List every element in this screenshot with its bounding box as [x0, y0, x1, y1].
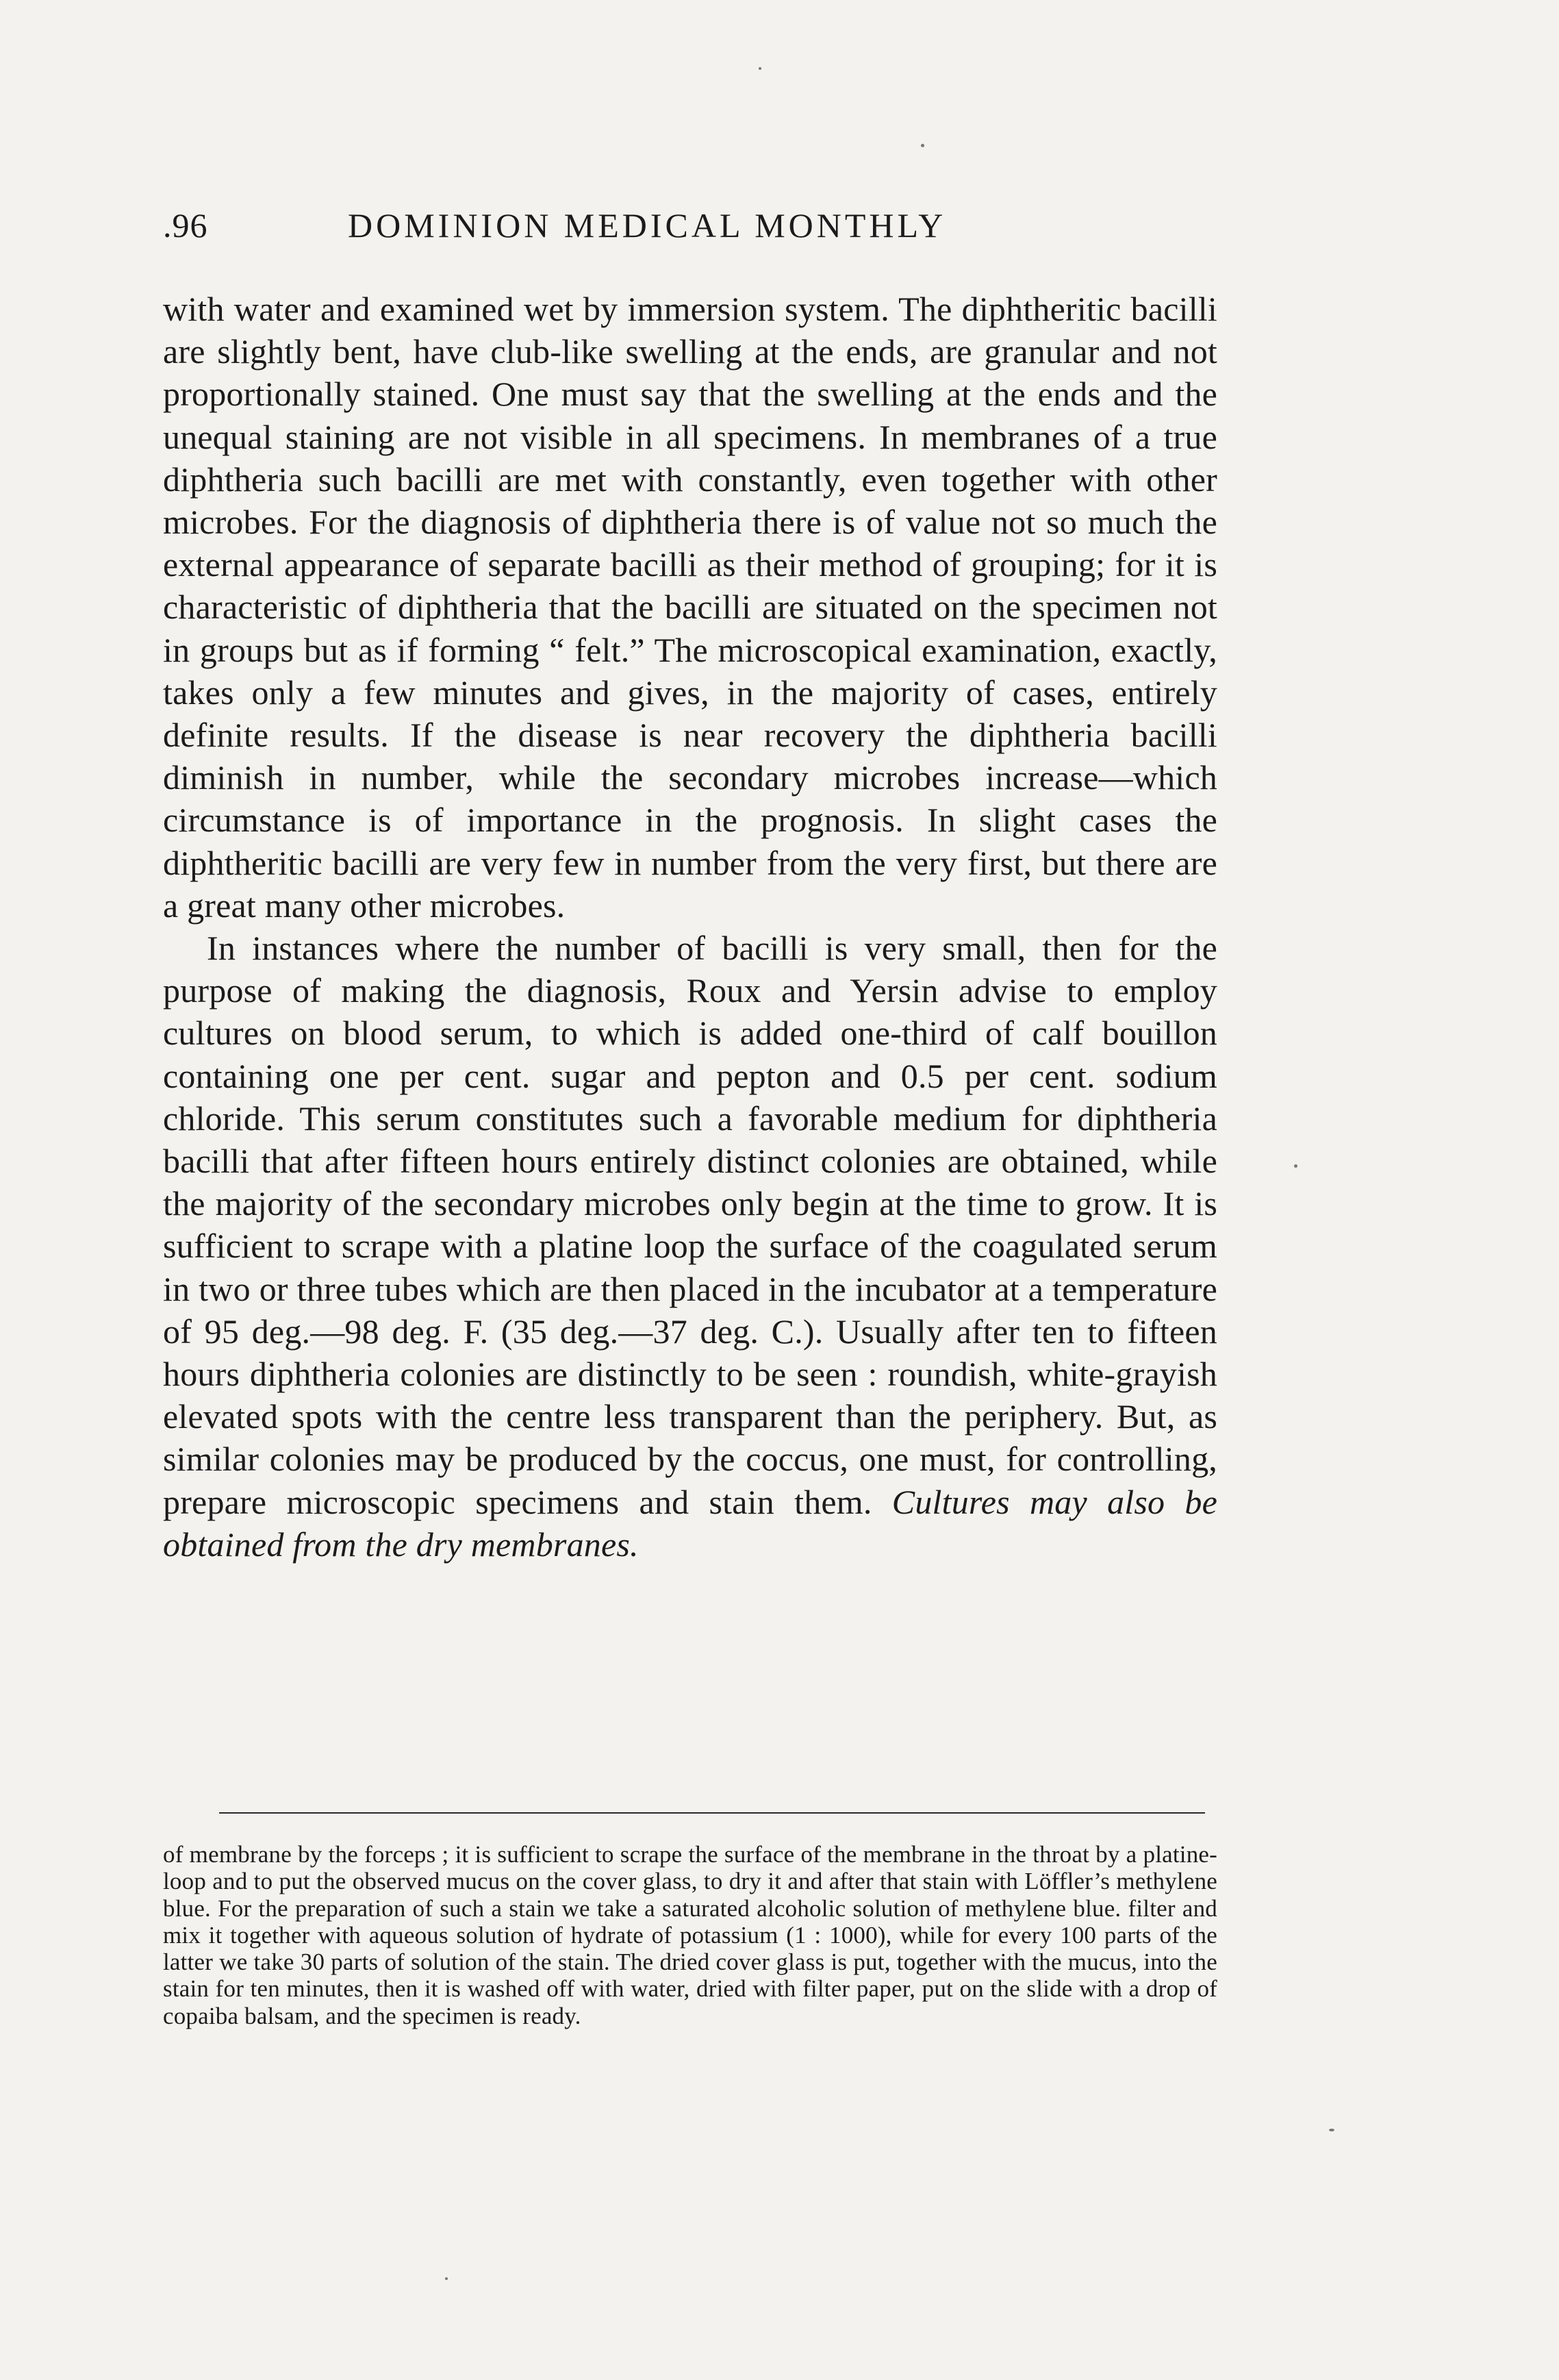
paper-speck	[445, 2277, 448, 2280]
paragraph-1: with water and examined wet by immersion system. The diphtheritic bacilli are slightly bent, have club-like swelling at the ends, are granular and not proportionally stained. One must say that the swelling at the ends and the unequal staining are not visible in all specimens. In membranes of a true diphtheria such bacilli are met with constantly, even together with other microbes. For the diagnosis of diphtheria there is of value not so much the external appearance of separate bacilli as their method of grouping; for it is characteristic of diphtheria that the bacilli are situated on the specimen not in groups but as if forming “ felt.” The microscopical examination, exactly, takes only a few minutes and gives, in the majority of cases, entirely definite results. If the disease is near recovery the diphtheria bacilli diminish in number, while the secondary microbes increase—which circumstance is of importance in the prognosis. In slight cases the diphtheritic bacilli are very few in number from the very first, but there are a great many other microbes.	[163, 290, 1217, 925]
paper-speck	[759, 67, 761, 70]
page-number: .96	[163, 206, 208, 245]
footnote: of membrane by the forceps ; it is sufficient to scrape the surface of the membrane in the throat by a platine-loop and to put the observed mucus on the cover glass, to dry it and after that stain with Löffler’s methylene blue. For the preparation of such a stain we take a saturated alcoholic solution of methylene blue. filter and mix it together with aqueous solution of hydrate of potassium (1 : 1000), while for every 100 parts of the latter we take 30 parts of solution of the stain. The dried cover glass is put, together with the mucus, into the stain for ten minutes, then it is washed off with water, dried with filter paper, put on the slide with a drop of copaiba balsam, and the specimen is ready.	[163, 1841, 1217, 2029]
paragraph-2	[163, 927, 1217, 1566]
paper-speck	[921, 144, 924, 147]
paper-speck	[1329, 2129, 1334, 2131]
body-text	[163, 288, 1217, 1566]
paper-speck	[1294, 1164, 1297, 1168]
footnote-separator-rule	[219, 1812, 1205, 1814]
page-header	[163, 205, 1217, 260]
paragraph-2-text: In instances where the number of bacilli is very small, then for the purpose of making the diagnosis, Roux and Yersin advise to employ cultures on blood serum, to which is added one-third of calf bouillon containing one per cent. sugar and pepton and 0.5 per cent. sodium chloride. This serum constitutes such a favorable medium for diphtheria bacilli that after fifteen hours entirely distinct colonies are obtained, while the majority of the secondary microbes only begin at the time to grow. It is sufficient to scrape with a platine loop the surface of the coagulated serum in two or three tubes which are then placed in the incubator at a temperature of 95 deg.—98 deg. F. (35 deg.—37 deg. C.). Usually after ten to fifteen hours diphtheria colonies are distinctly to be seen : roundish, white-grayish elevated spots with the centre less transparent than the periphery. But, as similar colonies may be produced by the coccus, one must, for controlling, prepare microscopic specimens and stain them.	[163, 929, 1217, 1521]
paragraph-2-italic-sentence: Cultures may also be obtained from the dry membranes.	[163, 1482, 1218, 1564]
running-title: DOMINION MEDICAL MONTHLY	[348, 206, 947, 245]
